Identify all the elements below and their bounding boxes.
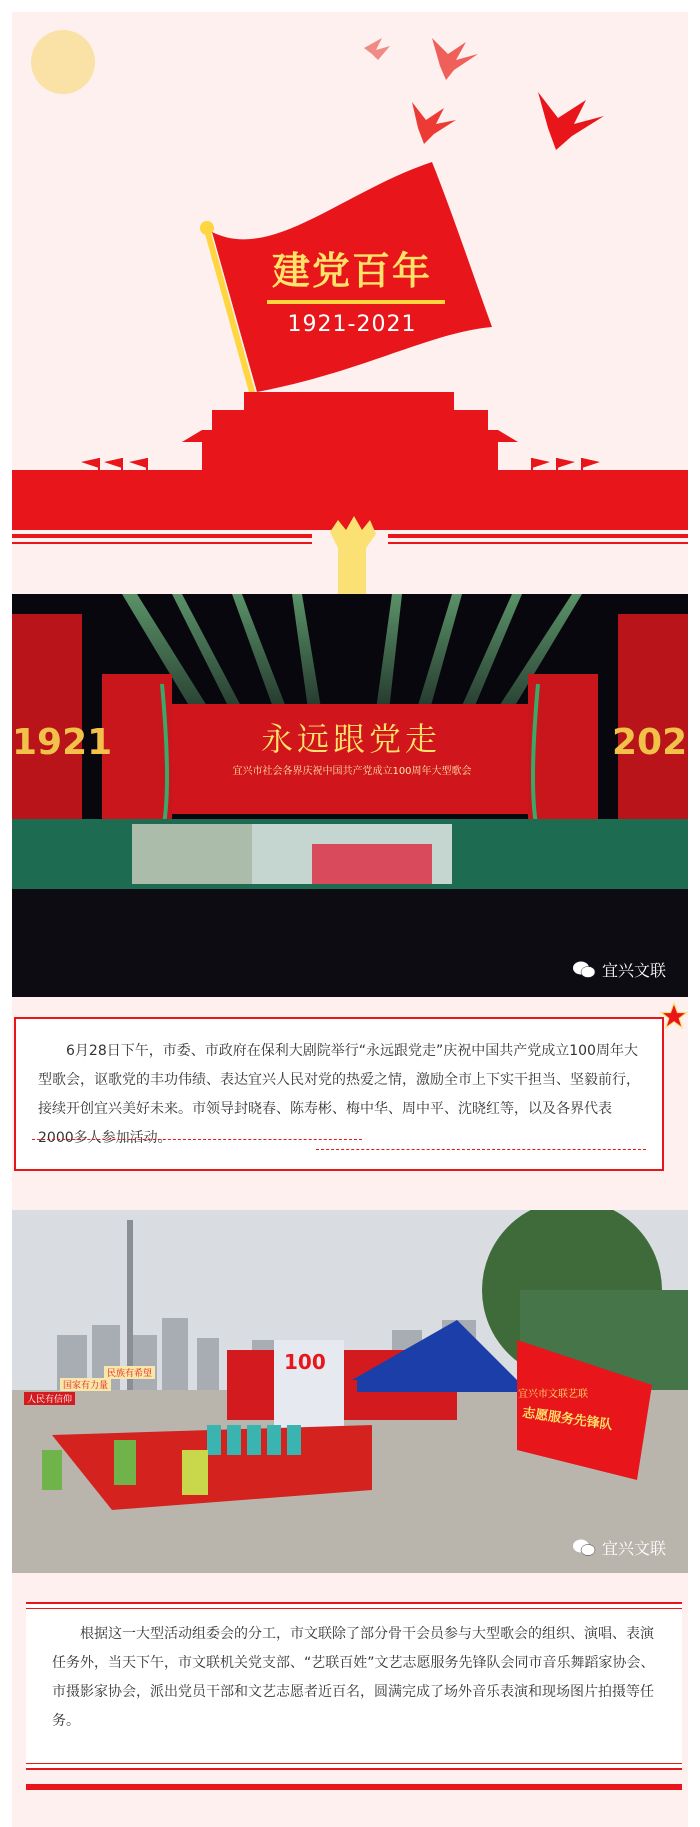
watermark-text: 宜兴文联: [602, 961, 667, 980]
dove-icon: [538, 92, 604, 150]
wechat-icon: [572, 960, 596, 980]
billboard-3: 民族有希望: [104, 1366, 155, 1379]
outdoor-photo: [12, 1210, 688, 1573]
banner-title: 建党百年: [271, 249, 432, 293]
billboard-1: 国家有力量: [60, 1378, 111, 1391]
volunteer-banner-text: 志愿服务先锋队: [521, 1405, 614, 1434]
article-page: [12, 12, 688, 1827]
paragraph-2: 根据这一大型活动组委会的分工，市文联除了部分骨干会员参与大型歌会的组织、演唱、表演任务外，当天下午，市文联机关党支部、“艺联百姓”文艺志愿服务先锋队会同市音乐舞蹈家协会、市摄影家协会，派出党员干部和文艺志愿者近百名，圆满完成了场外音乐表演和现场图片拍摄等任务。: [52, 1626, 655, 1729]
board-100: 100: [284, 1350, 326, 1374]
stage-photo: [12, 594, 688, 997]
text-card-2: [26, 1602, 682, 1770]
stage-year-right: 202: [612, 722, 688, 763]
watermark: [572, 1536, 666, 1559]
text-card-1: [14, 1017, 664, 1171]
footer-rule: [26, 1784, 682, 1790]
wechat-icon: [572, 1538, 596, 1558]
dove-icon: [412, 102, 456, 144]
watermark: [572, 958, 666, 981]
stage-year-left: 1921: [12, 722, 113, 763]
watermark-text: 宜兴文联: [602, 1539, 667, 1558]
divider: [32, 1139, 362, 1140]
stage-subtitle: 宜兴市社会各界庆祝中国共产党成立100周年大型歌会: [232, 766, 472, 777]
banner-years: 1921-2021: [287, 312, 417, 337]
paragraph-1: 6月28日下午，市委、市政府在保利大剧院举行“永远跟党走”庆祝中国共产党成立100周年大型歌会，讴歌党的丰功伟绩、表达宜兴人民对党的热爱之情，激励全市上下实干担当、坚毅前行，接续开创宜兴美好未来。市领导封晓春、陈寿彬、梅中华、周中平、沈晓红等，以及各界代表2000多人参加活动。: [38, 1043, 640, 1146]
divider: [316, 1149, 646, 1150]
star-icon: [660, 1002, 688, 1030]
title-underline: [267, 300, 445, 304]
stage-title: 永远跟党走: [260, 720, 441, 758]
dove-icon: [364, 38, 390, 60]
dove-icon: [432, 38, 478, 80]
billboard-2: 人民有信仰: [24, 1392, 75, 1405]
party-centenary-banner: [12, 12, 688, 602]
torch-icon: [330, 516, 376, 596]
banner-illustration: [12, 12, 688, 602]
volunteer-banner-org: 宜兴市文联艺联: [518, 1389, 588, 1400]
